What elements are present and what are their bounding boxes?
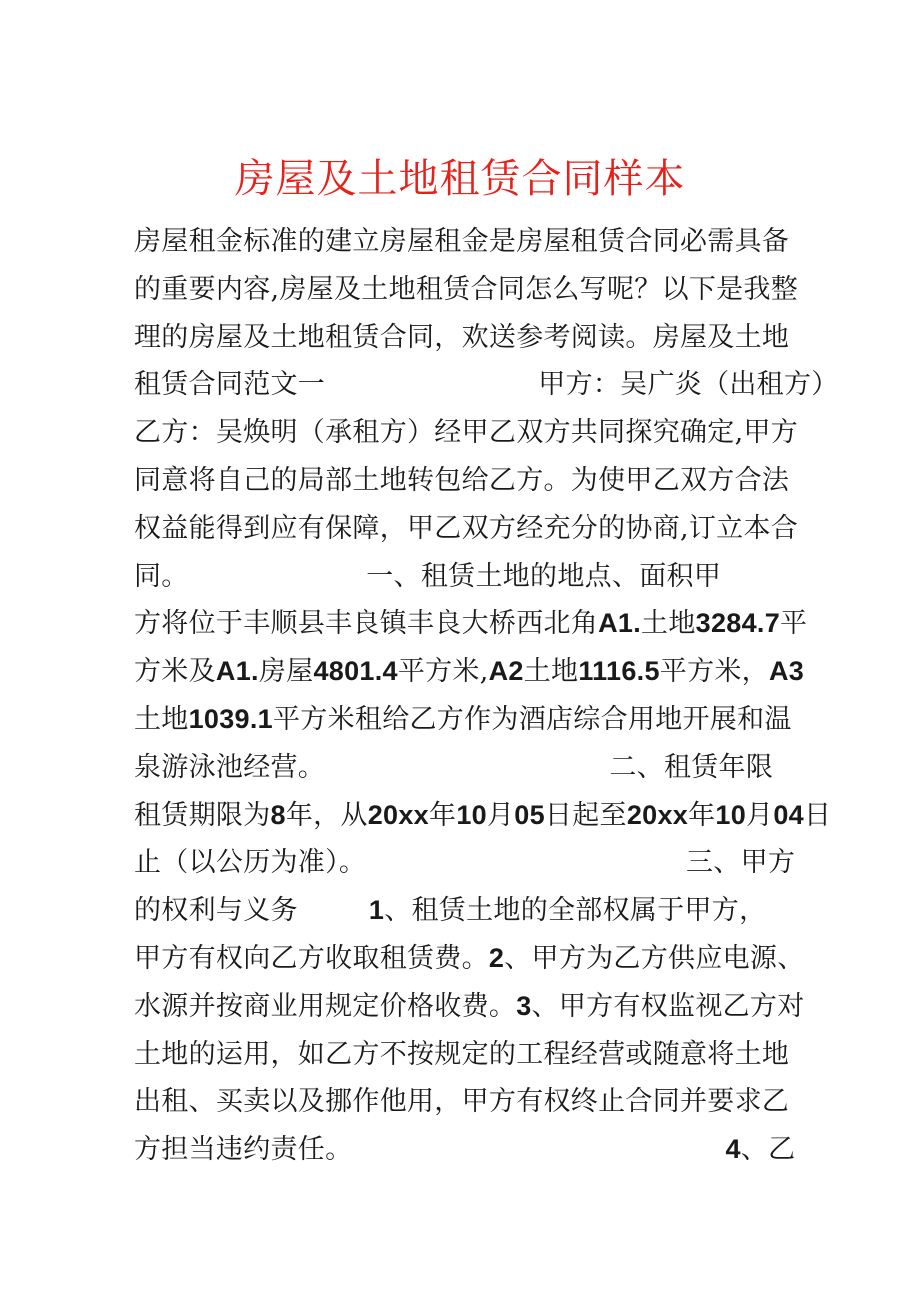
body-line: 理的房屋及土地租赁合同，欢送参考阅读。房屋及土地 [134,321,790,353]
body-line: 同。 一、租赁土地的地点、面积甲 [134,560,722,592]
body-line: 的重要内容,房屋及土地租赁合同怎么写呢？以下是我整 [134,273,799,305]
body-line: 的权利与义务 1、租赁土地的全部权属于甲方， [134,895,767,927]
body-line: 权益能得到应有保障，甲乙双方经充分的协商,订立本合 [134,512,799,544]
body-line: 方担当违约责任。 4、乙 [134,1134,796,1166]
body-line: 水源并按商业用规定价格收费。3、甲方有权监视乙方对 [134,990,805,1022]
body-line: 乙方：吴焕明（承租方）经甲乙双方共同探究确定,甲方 [134,417,799,449]
body-line: 房屋租金标准的建立房屋租金是房屋租赁合同必需具备 [134,226,790,257]
body-line: 方米及A1.房屋4801.4平方米,A2土地1116.5平方米，A3 [134,656,805,688]
body-line: 租赁期限为8年，从20xx年10月05日起至20xx年10月04日 [134,799,832,831]
body-line: 土地的运用，如乙方不按规定的工程经营或随意将土地 [134,1038,790,1070]
body-line: 泉游泳池经营。 二、租赁年限 [134,751,774,783]
body-line: 租赁合同范文一 甲方：吴广炎（出租方） [134,369,839,401]
body-line: 出租、买卖以及挪作他用，甲方有权终止合同并要求乙 [134,1086,790,1118]
document-body [134,218,839,1174]
document-title: 房屋及土地租赁合同样本 [234,156,686,202]
body-line: 止（以公历为准）。 三、甲方 [134,847,796,879]
body-line: 方将位于丰顺县丰良镇丰良大桥西北角A1.土地3284.7平 [134,608,808,640]
body-line: 土地1039.1平方米租给乙方作为酒店综合用地开展和温 [134,703,792,735]
body-line: 同意将自己的局部土地转包给乙方。为使甲乙双方合法 [134,464,790,496]
body-line: 甲方有权向乙方收取租赁费。2、甲方为乙方供应电源、 [134,942,805,974]
